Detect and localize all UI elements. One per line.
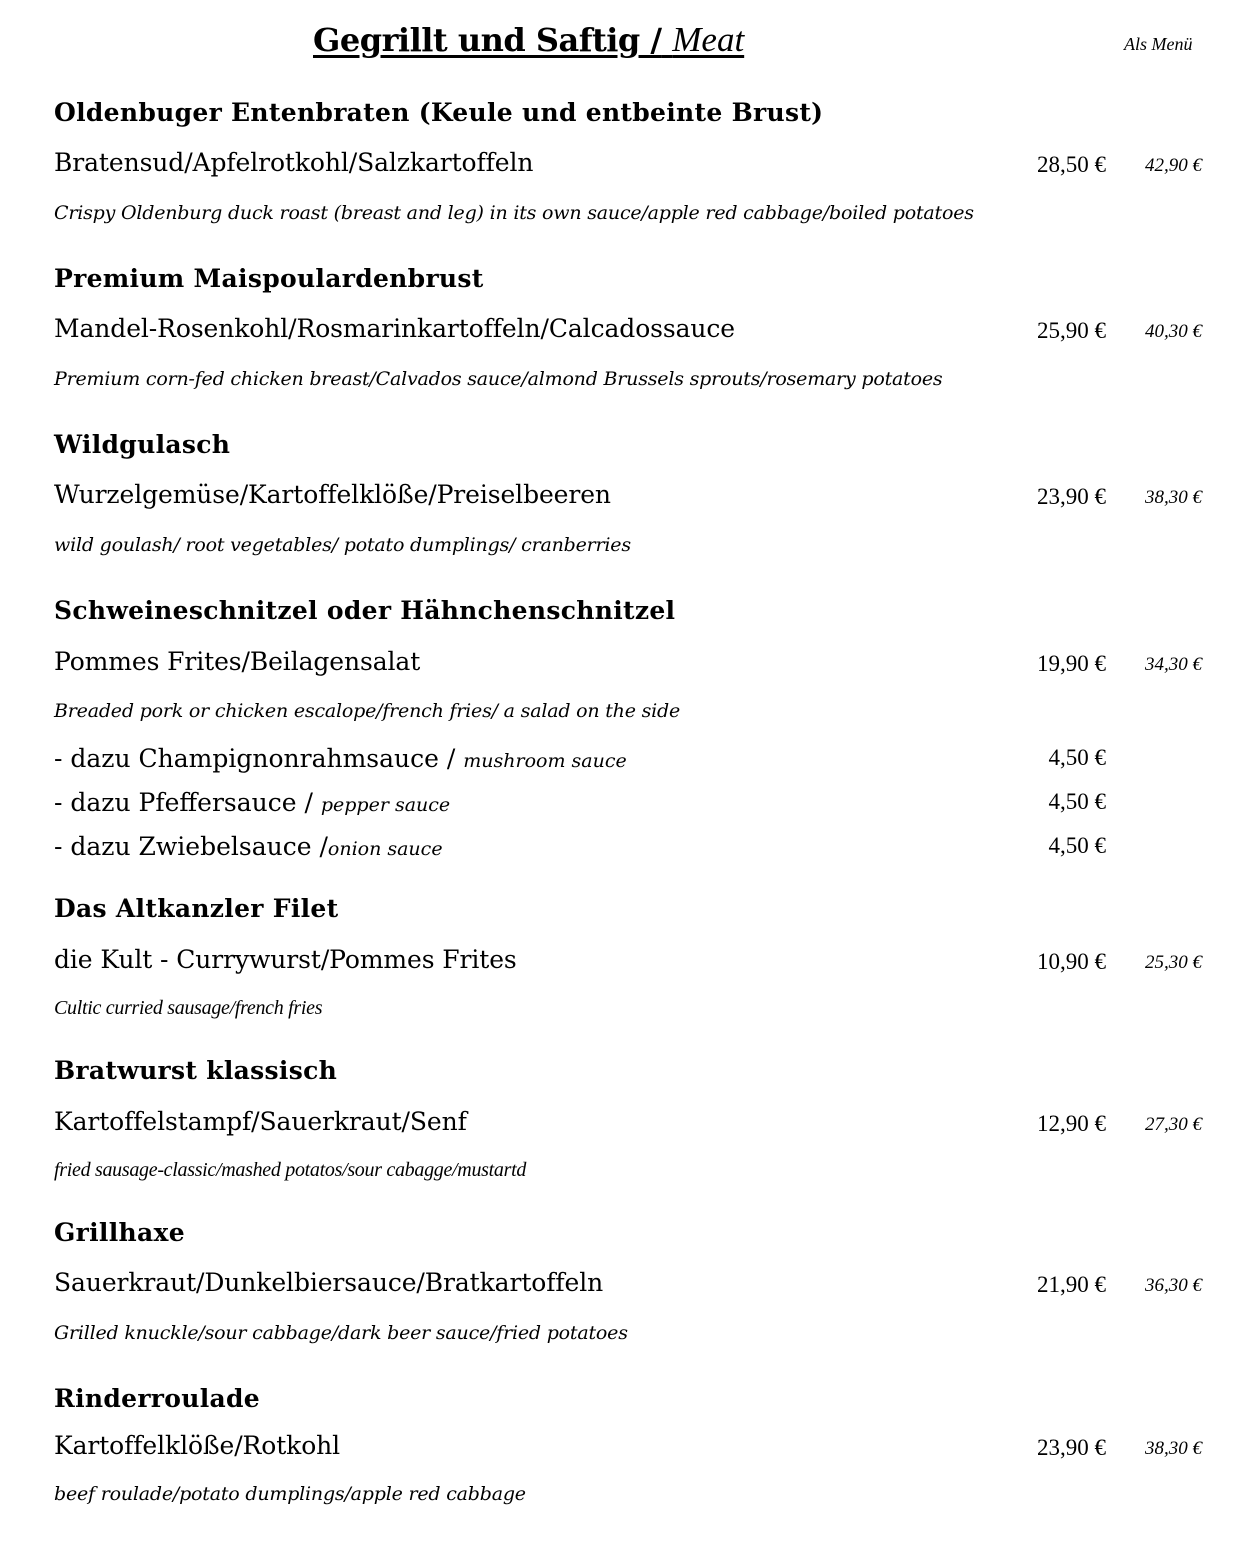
- dish-sides: Wurzelgemüse/Kartoffelklöße/Preiselbeeren: [54, 480, 611, 509]
- addon-item: [54, 744, 627, 773]
- dish-sides: Sauerkraut/Dunkelbiersauce/Bratkartoffeln: [54, 1268, 604, 1297]
- dish-english: fried sausage-classic/mashed potatos/sour cabagge/mustartd: [54, 1159, 527, 1181]
- dish-english: Grilled knuckle/sour cabbage/dark beer sauce/fried potatoes: [54, 1322, 628, 1344]
- dish-price: 10,90 €: [1037, 949, 1106, 974]
- dish-english: Cultic curried sausage/french fries: [54, 997, 323, 1019]
- dish-english: Crispy Oldenburg duck roast (breast and leg) in its own sauce/apple red cabbage/boiled potatoes: [54, 202, 974, 224]
- dish-title: Das Altkanzler Filet: [54, 894, 339, 923]
- dish-price: 19,90 €: [1037, 651, 1106, 676]
- dish-sides: die Kult - Currywurst/Pommes Frites: [54, 945, 517, 974]
- addon-english: onion sauce: [327, 838, 443, 860]
- addon-english: pepper sauce: [320, 794, 451, 816]
- addon-item: [54, 832, 443, 861]
- dish-title: Bratwurst klassisch: [54, 1056, 338, 1085]
- dish-menu-price: 27,30 €: [1145, 1114, 1202, 1135]
- page-title: [313, 20, 744, 60]
- dish-english: beef roulade/potato dumplings/apple red cabbage: [54, 1483, 526, 1505]
- dish-menu-price: 25,30 €: [1145, 952, 1202, 973]
- addon-price: 4,50 €: [1048, 789, 1106, 814]
- dish-english: wild goulash/ root vegetables/ potato dumplings/ cranberries: [54, 534, 631, 556]
- dish-menu-price: 36,30 €: [1145, 1275, 1202, 1296]
- page-title-en: Meat: [672, 20, 745, 59]
- dish-title: Rinderroulade: [54, 1384, 261, 1413]
- dish-title: Schweineschnitzel oder Hähnchenschnitzel: [54, 596, 676, 625]
- dish-sides: Pommes Frites/Beilagensalat: [54, 647, 421, 676]
- dish-sides: Kartoffelstampf/Sauerkraut/Senf: [54, 1107, 467, 1136]
- dish-menu-price: 38,30 €: [1145, 1438, 1202, 1459]
- dish-price: 12,90 €: [1037, 1111, 1106, 1136]
- dish-english: Breaded pork or chicken escalope/french fries/ a salad on the side: [54, 700, 681, 722]
- dish-title: Premium Maispoulardenbrust: [54, 264, 484, 293]
- dish-price: 25,90 €: [1037, 318, 1106, 343]
- dish-menu-price: 40,30 €: [1145, 321, 1202, 342]
- dish-sides: Mandel-Rosenkohl/Rosmarinkartoffeln/Calcadossauce: [54, 314, 736, 343]
- addon-item: [54, 788, 450, 817]
- page-title-de: Gegrillt und Saftig /: [313, 21, 662, 59]
- dish-menu-price: 34,30 €: [1145, 654, 1202, 675]
- dish-title: Oldenbuger Entenbraten (Keule und entbeinte Brust): [54, 98, 824, 127]
- addon-price: 4,50 €: [1048, 833, 1106, 858]
- dish-price: 28,50 €: [1037, 152, 1106, 177]
- dish-price: 21,90 €: [1037, 1272, 1106, 1297]
- dish-sides: Bratensud/Apfelrotkohl/Salzkartoffeln: [54, 148, 534, 177]
- dish-english: Premium corn-fed chicken breast/Calvados sauce/almond Brussels sprouts/rosemary potatoes: [54, 368, 943, 390]
- addon-label: - dazu Zwiebelsauce /: [54, 832, 328, 861]
- dish-price: 23,90 €: [1037, 1435, 1106, 1460]
- dish-title: Grillhaxe: [54, 1218, 185, 1247]
- dish-menu-price: 38,30 €: [1145, 487, 1202, 508]
- dish-menu-price: 42,90 €: [1145, 155, 1202, 176]
- menu-column-label: Als Menü: [1124, 34, 1193, 54]
- dish-price: 23,90 €: [1037, 484, 1106, 509]
- dish-title: Wildgulasch: [54, 430, 231, 459]
- addon-price: 4,50 €: [1048, 745, 1106, 770]
- addon-english: mushroom sauce: [463, 750, 627, 772]
- addon-label: - dazu Champignonrahmsauce /: [54, 744, 456, 773]
- addon-label: - dazu Pfeffersauce /: [54, 788, 313, 817]
- dish-sides: Kartoffelklöße/Rotkohl: [54, 1431, 341, 1460]
